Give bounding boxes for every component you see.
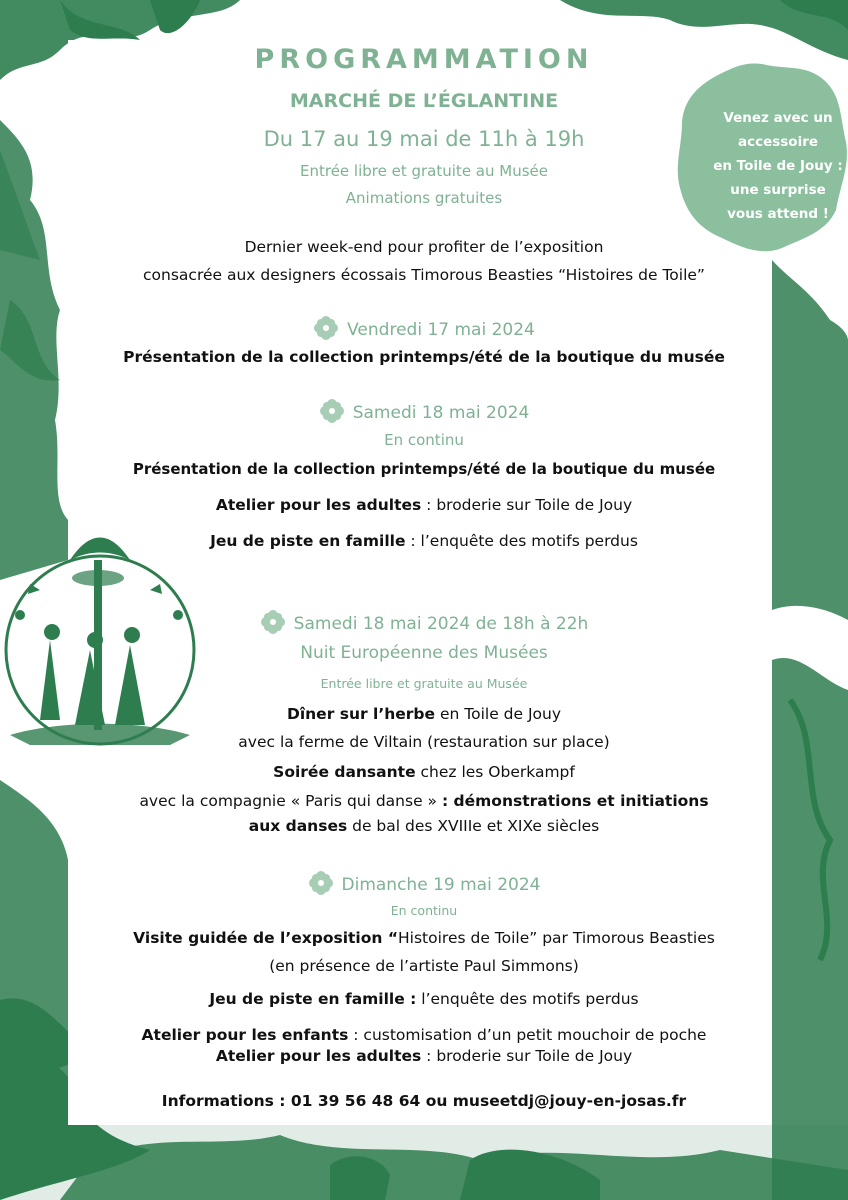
night-soiree: Soirée dansante chez les Oberkampf bbox=[273, 763, 575, 781]
sunday-visite-line-2: (en présence de l’artiste Paul Simmons) bbox=[269, 957, 579, 975]
entry-info: Entrée libre et gratuite au Musée bbox=[300, 162, 548, 180]
sunday-jeu: Jeu de piste en famille : l’enquête des motifs perdus bbox=[209, 990, 639, 1008]
friday-day: Vendredi 17 mai 2024 bbox=[347, 320, 535, 340]
saturday-item-3: Jeu de piste en famille : l’enquête des motifs perdus bbox=[210, 532, 638, 550]
night-compagnie: avec la compagnie « Paris qui danse » : démonstrations et initiations bbox=[139, 792, 709, 810]
friday-heading bbox=[0, 317, 848, 343]
night-name: Nuit Européenne des Musées bbox=[300, 643, 548, 663]
sunday-continu: En continu bbox=[390, 903, 458, 918]
flower-icon bbox=[308, 870, 334, 896]
sunday-visite: Visite guidée de l’exposition “Histoires de Toile” par Timorous Beasties bbox=[133, 929, 715, 947]
intro-line-1: Dernier week-end pour profiter de l’exposition bbox=[244, 238, 604, 256]
event-name: MARCHÉ DE L’ÉGLANTINE bbox=[289, 90, 559, 112]
flower-icon bbox=[260, 609, 286, 635]
sunday-heading bbox=[0, 872, 848, 898]
sunday-day: Dimanche 19 mai 2024 bbox=[341, 875, 541, 895]
night-heading bbox=[0, 611, 848, 637]
contact-info: Informations : 01 39 56 48 64 ou museetdj@jouy-en-josas.fr bbox=[161, 1092, 687, 1110]
page-title: PROGRAMMATION bbox=[254, 44, 594, 75]
saturday-item-2: Atelier pour les adultes : broderie sur Toile de Jouy bbox=[215, 496, 633, 514]
sunday-atelier-enfants: Atelier pour les enfants : customisation d’un petit mouchoir de poche bbox=[141, 1026, 707, 1044]
night-diner-line-2: avec la ferme de Viltain (restauration sur place) bbox=[238, 733, 610, 751]
intro-line-2: consacrée aux designers écossais Timorous Beasties “Histoires de Toile” bbox=[143, 266, 705, 284]
flower-icon bbox=[313, 315, 339, 341]
flower-icon bbox=[319, 398, 345, 424]
night-diner: Dîner sur l’herbe en Toile de Jouy bbox=[286, 705, 562, 723]
friday-item: Présentation de la collection printemps/été de la boutique du musée bbox=[123, 348, 725, 366]
saturday-day: Samedi 18 mai 2024 bbox=[352, 403, 530, 423]
saturday-item-1: Présentation de la collection printemps/été de la boutique du musée bbox=[132, 460, 716, 478]
animations-info: Animations gratuites bbox=[345, 189, 503, 207]
surprise-badge-text: Venez avec un accessoire en Toile de Jouy : une surprise vous attend ! bbox=[713, 110, 843, 222]
night-danses: aux danses de bal des XVIIIe et XIXe siècles bbox=[248, 817, 600, 835]
night-entry: Entrée libre et gratuite au Musée bbox=[320, 676, 528, 691]
saturday-heading bbox=[0, 400, 848, 426]
sunday-atelier-adultes: Atelier pour les adultes : broderie sur Toile de Jouy bbox=[215, 1047, 633, 1065]
saturday-continu: En continu bbox=[384, 431, 464, 449]
night-day: Samedi 18 mai 2024 de 18h à 22h bbox=[293, 614, 589, 634]
event-dates: Du 17 au 19 mai de 11h à 19h bbox=[263, 127, 585, 151]
